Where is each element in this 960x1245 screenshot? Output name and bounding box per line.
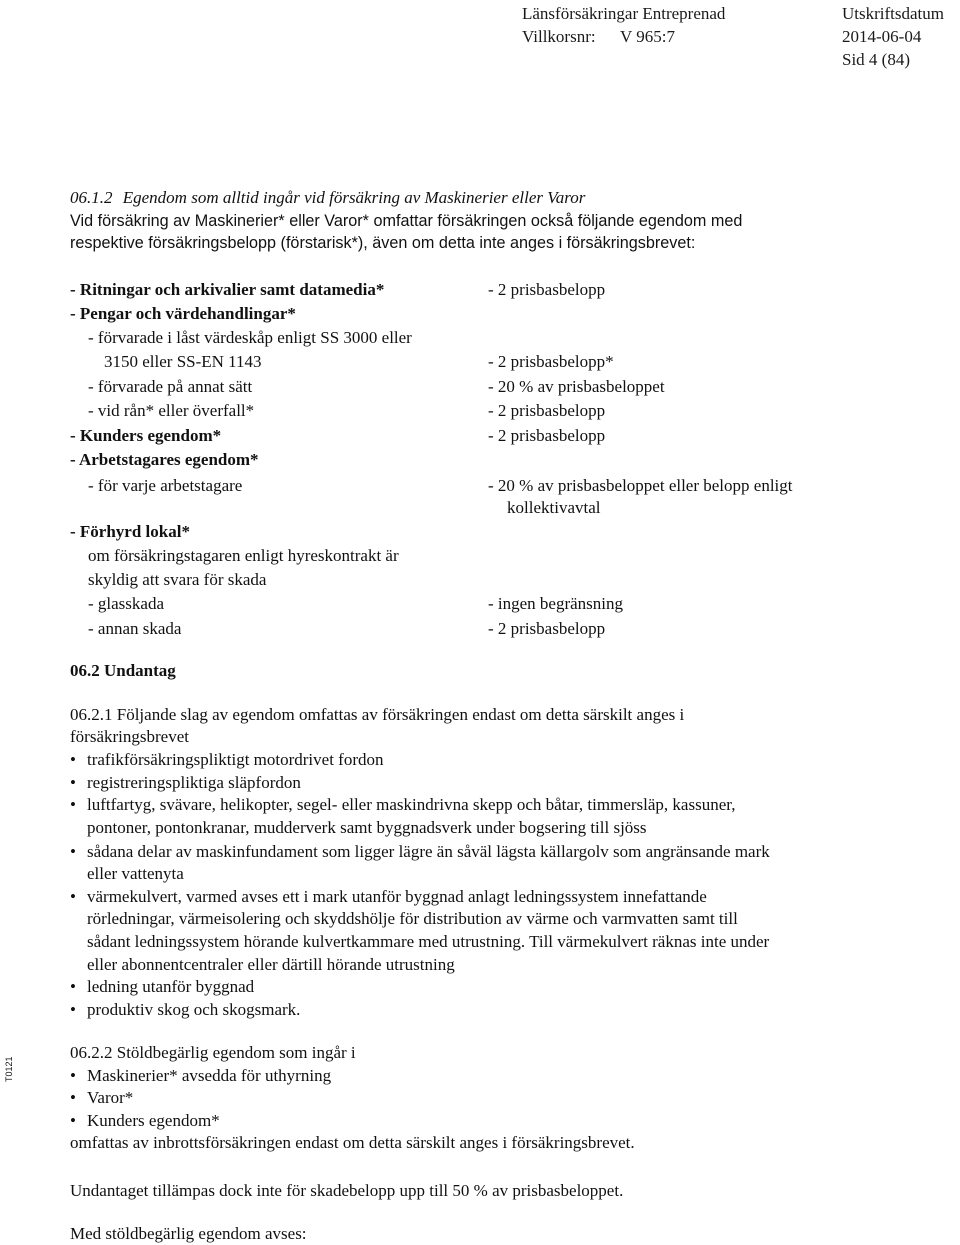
section-0612-intro-line-2: respektive försäkringsbelopp (förstarisk*), även om detta inte anges i försäkringsbrevet:	[70, 234, 696, 252]
list-item-text: luftfartyg, svävare, helikopter, segel- eller maskindrivna skepp och båtar, timmersläp, kassuner,	[87, 795, 736, 814]
coverage-value: - 2 prisbasbelopp	[488, 426, 606, 445]
list-item	[70, 1000, 300, 1020]
section-0622-tail: Med stöldbegärlig egendom avses:	[70, 1224, 307, 1243]
bullet-icon: •	[70, 1000, 76, 1019]
header-print-label: Utskriftsdatum	[842, 4, 944, 23]
coverage-label: - vid rån* eller överfall*	[88, 401, 255, 420]
section-0621-intro-line-1: 06.2.1 Följande slag av egendom omfattas av försäkringen endast om detta särskilt anges i	[70, 705, 685, 724]
list-item	[70, 750, 384, 770]
coverage-label: om försäkringstagaren enligt hyreskontrakt är	[88, 546, 399, 565]
list-item-continuation: eller vattenyta	[87, 864, 184, 883]
list-item-text: registreringspliktiga släpfordon	[87, 773, 301, 792]
coverage-label: - annan skada	[88, 619, 182, 638]
coverage-value: - 20 % av prisbasbeloppet eller belopp enligt	[488, 476, 793, 495]
section-0622-note: Undantaget tillämpas dock inte för skadebelopp upp till 50 % av prisbasbeloppet.	[70, 1181, 624, 1200]
coverage-label: 3150 eller SS-EN 1143	[104, 352, 262, 371]
header-company: Länsförsäkringar Entreprenad	[522, 4, 726, 23]
bullet-icon: •	[70, 773, 76, 792]
section-0622-outro: omfattas av inbrottsförsäkringen endast om detta särskilt anges i försäkringsbrevet.	[70, 1133, 635, 1152]
header-terms-value: V 965:7	[620, 27, 675, 46]
coverage-value: - 2 prisbasbelopp*	[488, 352, 614, 371]
bullet-icon: •	[70, 977, 76, 996]
header-terms-label: Villkorsnr:	[522, 27, 596, 46]
coverage-label: - Ritningar och arkivalier samt datamedia*	[70, 280, 385, 299]
coverage-label: skyldig att svara för skada	[88, 570, 267, 589]
coverage-label: - för varje arbetstagare	[88, 476, 243, 495]
section-0612-heading	[70, 188, 585, 208]
coverage-label: - Kunders egendom*	[70, 426, 222, 445]
coverage-value: - ingen begränsning	[488, 594, 624, 613]
list-item	[70, 842, 770, 862]
coverage-label: - Arbetstagares egendom*	[70, 450, 259, 469]
section-062-heading: 06.2 Undantag	[70, 661, 176, 680]
bullet-icon: •	[70, 887, 76, 906]
coverage-value: - 2 prisbasbelopp	[488, 280, 606, 299]
header-print-date: 2014-06-04	[842, 27, 922, 46]
list-item-text: ledning utanför byggnad	[87, 977, 255, 996]
list-item-text: produktiv skog och skogsmark.	[87, 1000, 301, 1019]
list-item	[70, 887, 707, 907]
coverage-label: - Pengar och värdehandlingar*	[70, 304, 296, 323]
bullet-icon: •	[70, 1088, 76, 1107]
list-item-text: värmekulvert, varmed avses ett i mark utanför byggnad anlagt ledningssystem innefattande	[87, 887, 707, 906]
list-item	[70, 773, 301, 793]
coverage-label: - glasskada	[88, 594, 165, 613]
list-item-continuation: rörledningar, värmeisolering och skyddshölje för distribution av värme och varmvatten samt till	[87, 909, 738, 928]
coverage-label: - förvarade på annat sätt	[88, 377, 253, 396]
bullet-icon: •	[70, 795, 76, 814]
list-item	[70, 1111, 220, 1131]
bullet-icon: •	[70, 1066, 76, 1085]
header-page-number: Sid 4 (84)	[842, 50, 910, 69]
coverage-value: - 2 prisbasbelopp	[488, 401, 606, 420]
bullet-icon: •	[70, 750, 76, 769]
list-item-text: sådana delar av maskinfundament som ligger lägre än såväl lägsta källargolv som angränsande mark	[87, 842, 770, 861]
list-item	[70, 795, 735, 815]
coverage-label: - förvarade i låst värdeskåp enligt SS 3000 eller	[88, 328, 412, 347]
list-item-text: Maskinerier* avsedda för uthyrning	[87, 1066, 332, 1085]
side-document-code: T0121	[4, 1056, 14, 1082]
coverage-label: - Förhyrd lokal*	[70, 522, 190, 541]
coverage-value: - 20 % av prisbasbeloppet	[488, 377, 665, 396]
coverage-value: - 2 prisbasbelopp	[488, 619, 606, 638]
section-0622-intro: 06.2.2 Stöldbegärlig egendom som ingår i	[70, 1043, 356, 1062]
list-item-text: Varor*	[87, 1088, 134, 1107]
bullet-icon: •	[70, 842, 76, 861]
list-item-continuation: sådant ledningssystem hörande kulvertkammare med utrustning. Till värmekulvert räknas inte under	[87, 932, 770, 951]
list-item	[70, 977, 254, 997]
list-item-continuation: pontoner, pontonkranar, mudderverk samt byggnadsverk under bogsering till sjöss	[87, 818, 647, 837]
section-0621-intro-line-2: försäkringsbrevet	[70, 727, 189, 746]
section-0612-number: 06.1.2	[70, 188, 113, 207]
list-item	[70, 1066, 331, 1086]
section-0612-title: Egendom som alltid ingår vid försäkring av Maskinerier eller Varor	[122, 188, 586, 207]
coverage-value: kollektivavtal	[507, 498, 601, 517]
list-item-continuation: eller abonnentcentraler eller därtill hörande utrustning	[87, 955, 455, 974]
bullet-icon: •	[70, 1111, 76, 1130]
list-item	[70, 1088, 133, 1108]
list-item-text: trafikförsäkringspliktigt motordrivet fordon	[87, 750, 384, 769]
list-item-text: Kunders egendom*	[87, 1111, 220, 1130]
section-0612-intro-line-1: Vid försäkring av Maskinerier* eller Varor* omfattar försäkringen också följande egendom med	[70, 212, 743, 230]
